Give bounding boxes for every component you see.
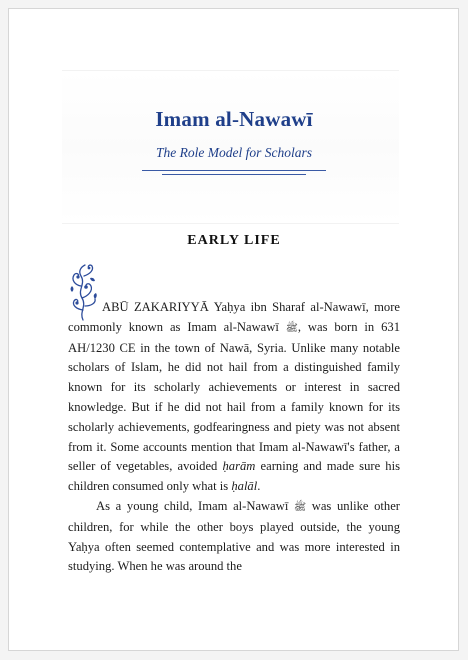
paragraph	[68, 497, 400, 577]
body-text	[68, 298, 400, 577]
honorific-glyph: ﷺ	[285, 322, 298, 334]
title-rule-lower	[162, 174, 306, 175]
page-subtitle: The Role Model for Scholars	[156, 145, 312, 160]
title-rule-upper	[142, 170, 326, 171]
paragraph	[68, 298, 400, 497]
page-title: Imam al-Nawawī	[155, 107, 313, 131]
italic-term: ḥarām	[222, 459, 256, 474]
paragraph-text: was unlike other children, for while the other boys played outside, the young Yaḥya often seemed contemplative and was more interested in studying. When he was around the	[68, 498, 400, 574]
paragraph-text: earning and made sure his children consumed only what is	[68, 459, 400, 494]
honorific-glyph: ﷺ	[293, 501, 307, 513]
italic-term: ḥalāl	[231, 479, 258, 494]
paragraph-text: , was born in 631 AH/1230 CE in the town of Nawā, Syria. Unlike many notable scholars of Islam, he did not hail from a distinguished family known for its scholarly achievements or interest in sacred knowledge. But if he did not hail from a family known for its scholarly achievements, godfearingness and piety was not absent from it. Some accounts mention that Imam al-Nawawī's father, a seller of vegetables, avoided	[68, 319, 400, 474]
paragraph-text: ABŪ ZAKARIYYĀ Yaḥya ibn Sharaf al-Nawawī, more commonly known as Imam al-Nawawī	[68, 300, 400, 334]
chapter-heading: EARLY LIFE	[187, 233, 281, 248]
paragraph-text: .	[257, 479, 261, 494]
paragraph-text: As a young child, Imam al-Nawawī	[96, 498, 294, 513]
